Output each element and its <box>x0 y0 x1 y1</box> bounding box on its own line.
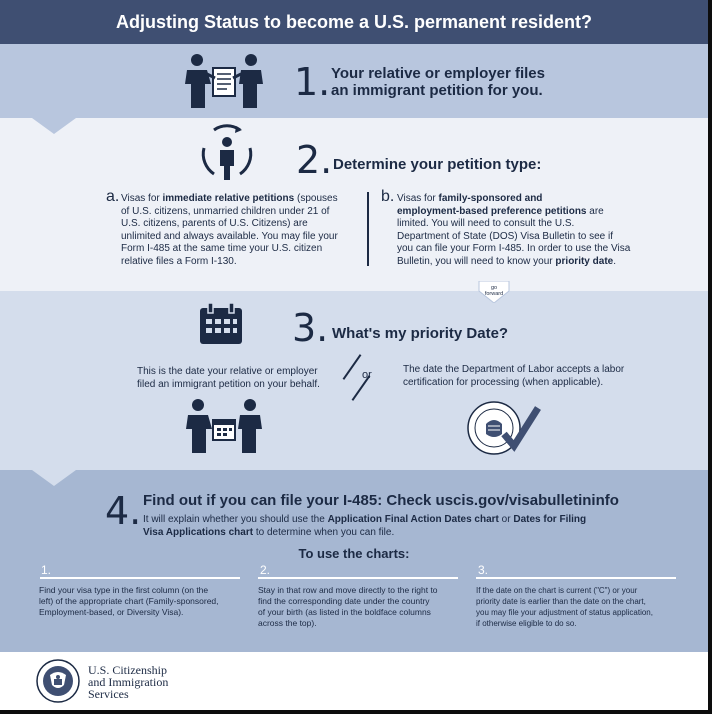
chart-step1-line: left) of the appropriate chart (Family-sponsored, <box>39 596 219 606</box>
step2a-line: of U.S. citizens, unmarried children under 21 of <box>121 205 330 217</box>
handshake-calendar-icon <box>186 398 262 454</box>
chart-step3-line: if otherwise eligible to do so. <box>476 619 577 628</box>
step2a-line: Visas for immediate relative petitions (spouses <box>121 193 338 204</box>
agency-name-line1: U.S. Citizenship <box>88 663 168 677</box>
step2a-line: relative files a Form I-130. <box>121 255 237 267</box>
step1-title-line1: Your relative or employer files <box>331 65 545 82</box>
step4-number: 4. <box>105 489 142 533</box>
step3-right-text <box>403 364 653 389</box>
chart-step3-line: you may file your adjustment of status application, <box>476 608 653 617</box>
chart-step1-text <box>39 585 249 618</box>
step4-sub-line2: Visa Applications chart to determine when you can file. <box>143 526 395 538</box>
charts-title: To use the charts: <box>298 546 410 561</box>
step3-left-line1: This is the date your relative or employer <box>137 366 318 377</box>
agency-name <box>88 664 168 700</box>
step3-right-line1: The date the Department of Labor accepts a labor <box>403 364 625 375</box>
step2-title: Determine your petition type: <box>333 156 542 173</box>
chart-step3-rule <box>476 577 676 579</box>
chart-step1-rule <box>40 577 240 579</box>
column-divider <box>367 192 369 266</box>
step2b-line: you can file your Form I-485. In order to use the Visa <box>397 243 631 254</box>
step4-title <box>143 492 619 509</box>
chart-step1-line: Employment-based, or Diversity Visa). <box>39 607 184 617</box>
step4-subtext <box>143 514 703 539</box>
step2a-label: a. <box>106 188 120 205</box>
go-forward-label <box>478 285 510 297</box>
step2b-text <box>397 193 657 268</box>
calendar-icon <box>198 302 244 346</box>
step2a-line: unlimited and always available. You may file your <box>121 230 338 242</box>
step2a-line: U.S. citizens, parents of U.S. Citizens) are <box>121 218 308 229</box>
step4-title-link[interactable]: Check uscis.gov/visabulletininfo <box>386 492 619 509</box>
handshake-document-icon <box>183 52 265 110</box>
chart-step2-line: Stay in that row and move directly to the right to <box>258 585 438 595</box>
chart-step2-rule <box>258 577 458 579</box>
go-forward-line2: forward <box>484 291 504 297</box>
or-label: or <box>362 369 372 381</box>
department-of-labor-seal-icon <box>466 400 542 456</box>
step3-number: 3. <box>292 306 329 350</box>
chart-step3-text <box>476 585 691 629</box>
step4-sub-line1: It will explain whether you should use the Application Final Action Dates chart or Dates for Filing <box>143 514 587 525</box>
chart-step1-number: 1. <box>41 563 52 577</box>
step3-left-text <box>137 366 347 391</box>
step3-left-line2: filed an immigrant petition on your behalf. <box>137 378 320 390</box>
chart-step2-line: find the corresponding date under the country <box>258 596 430 606</box>
chart-step1-line: Find your visa type in the first column (on the <box>39 585 209 595</box>
step2a-text <box>121 193 361 268</box>
step2b-line: Department of State (DOS) Visa Bulletin to see if <box>397 230 614 242</box>
chart-step3-line: priority date is earlier than the date on the chart, <box>476 597 646 606</box>
step4-notch <box>32 470 76 486</box>
dhs-seal-icon <box>36 659 80 703</box>
chart-step2-line: across the top). <box>258 618 317 628</box>
step2a-line: Form I-485 at the same time your U.S. citizen <box>121 243 323 254</box>
step2b-label: b. <box>381 188 395 205</box>
step4-title-plain: Find out if you can file your I-485: <box>143 492 387 509</box>
agency-name-line3: Services <box>88 687 129 701</box>
step2-notch <box>32 118 76 134</box>
step3-right-line2: certification for processing (when applicable). <box>403 376 604 388</box>
chart-step2-text <box>258 585 468 629</box>
step2-number: 2. <box>296 138 333 182</box>
chart-step2-number: 2. <box>260 563 271 577</box>
step1-number: 1. <box>294 60 331 104</box>
step3-title: What's my priority Date? <box>332 325 509 342</box>
chart-step2-line: of your birth (as listed in the boldface columns <box>258 607 431 617</box>
chart-step3-number: 3. <box>478 563 489 577</box>
step2b-line: employment-based preference petitions are <box>397 205 604 217</box>
go-forward-line1: go <box>490 285 498 291</box>
page-title: Adjusting Status to become a U.S. permanent resident? <box>0 0 708 44</box>
step2b-line: Visas for family-sponsored and <box>397 193 543 204</box>
agency-name-line2: and Immigration <box>88 675 169 689</box>
step2b-line: limited. You will need to consult the U.S. <box>397 218 575 229</box>
step1-title-line2: an immigrant petition for you. <box>331 82 543 99</box>
person-choice-icon <box>196 124 258 182</box>
step2b-line: Bulletin, you will need to know your priority date. <box>397 255 616 267</box>
chart-step3-line: If the date on the chart is current ("C") or your <box>476 586 638 595</box>
